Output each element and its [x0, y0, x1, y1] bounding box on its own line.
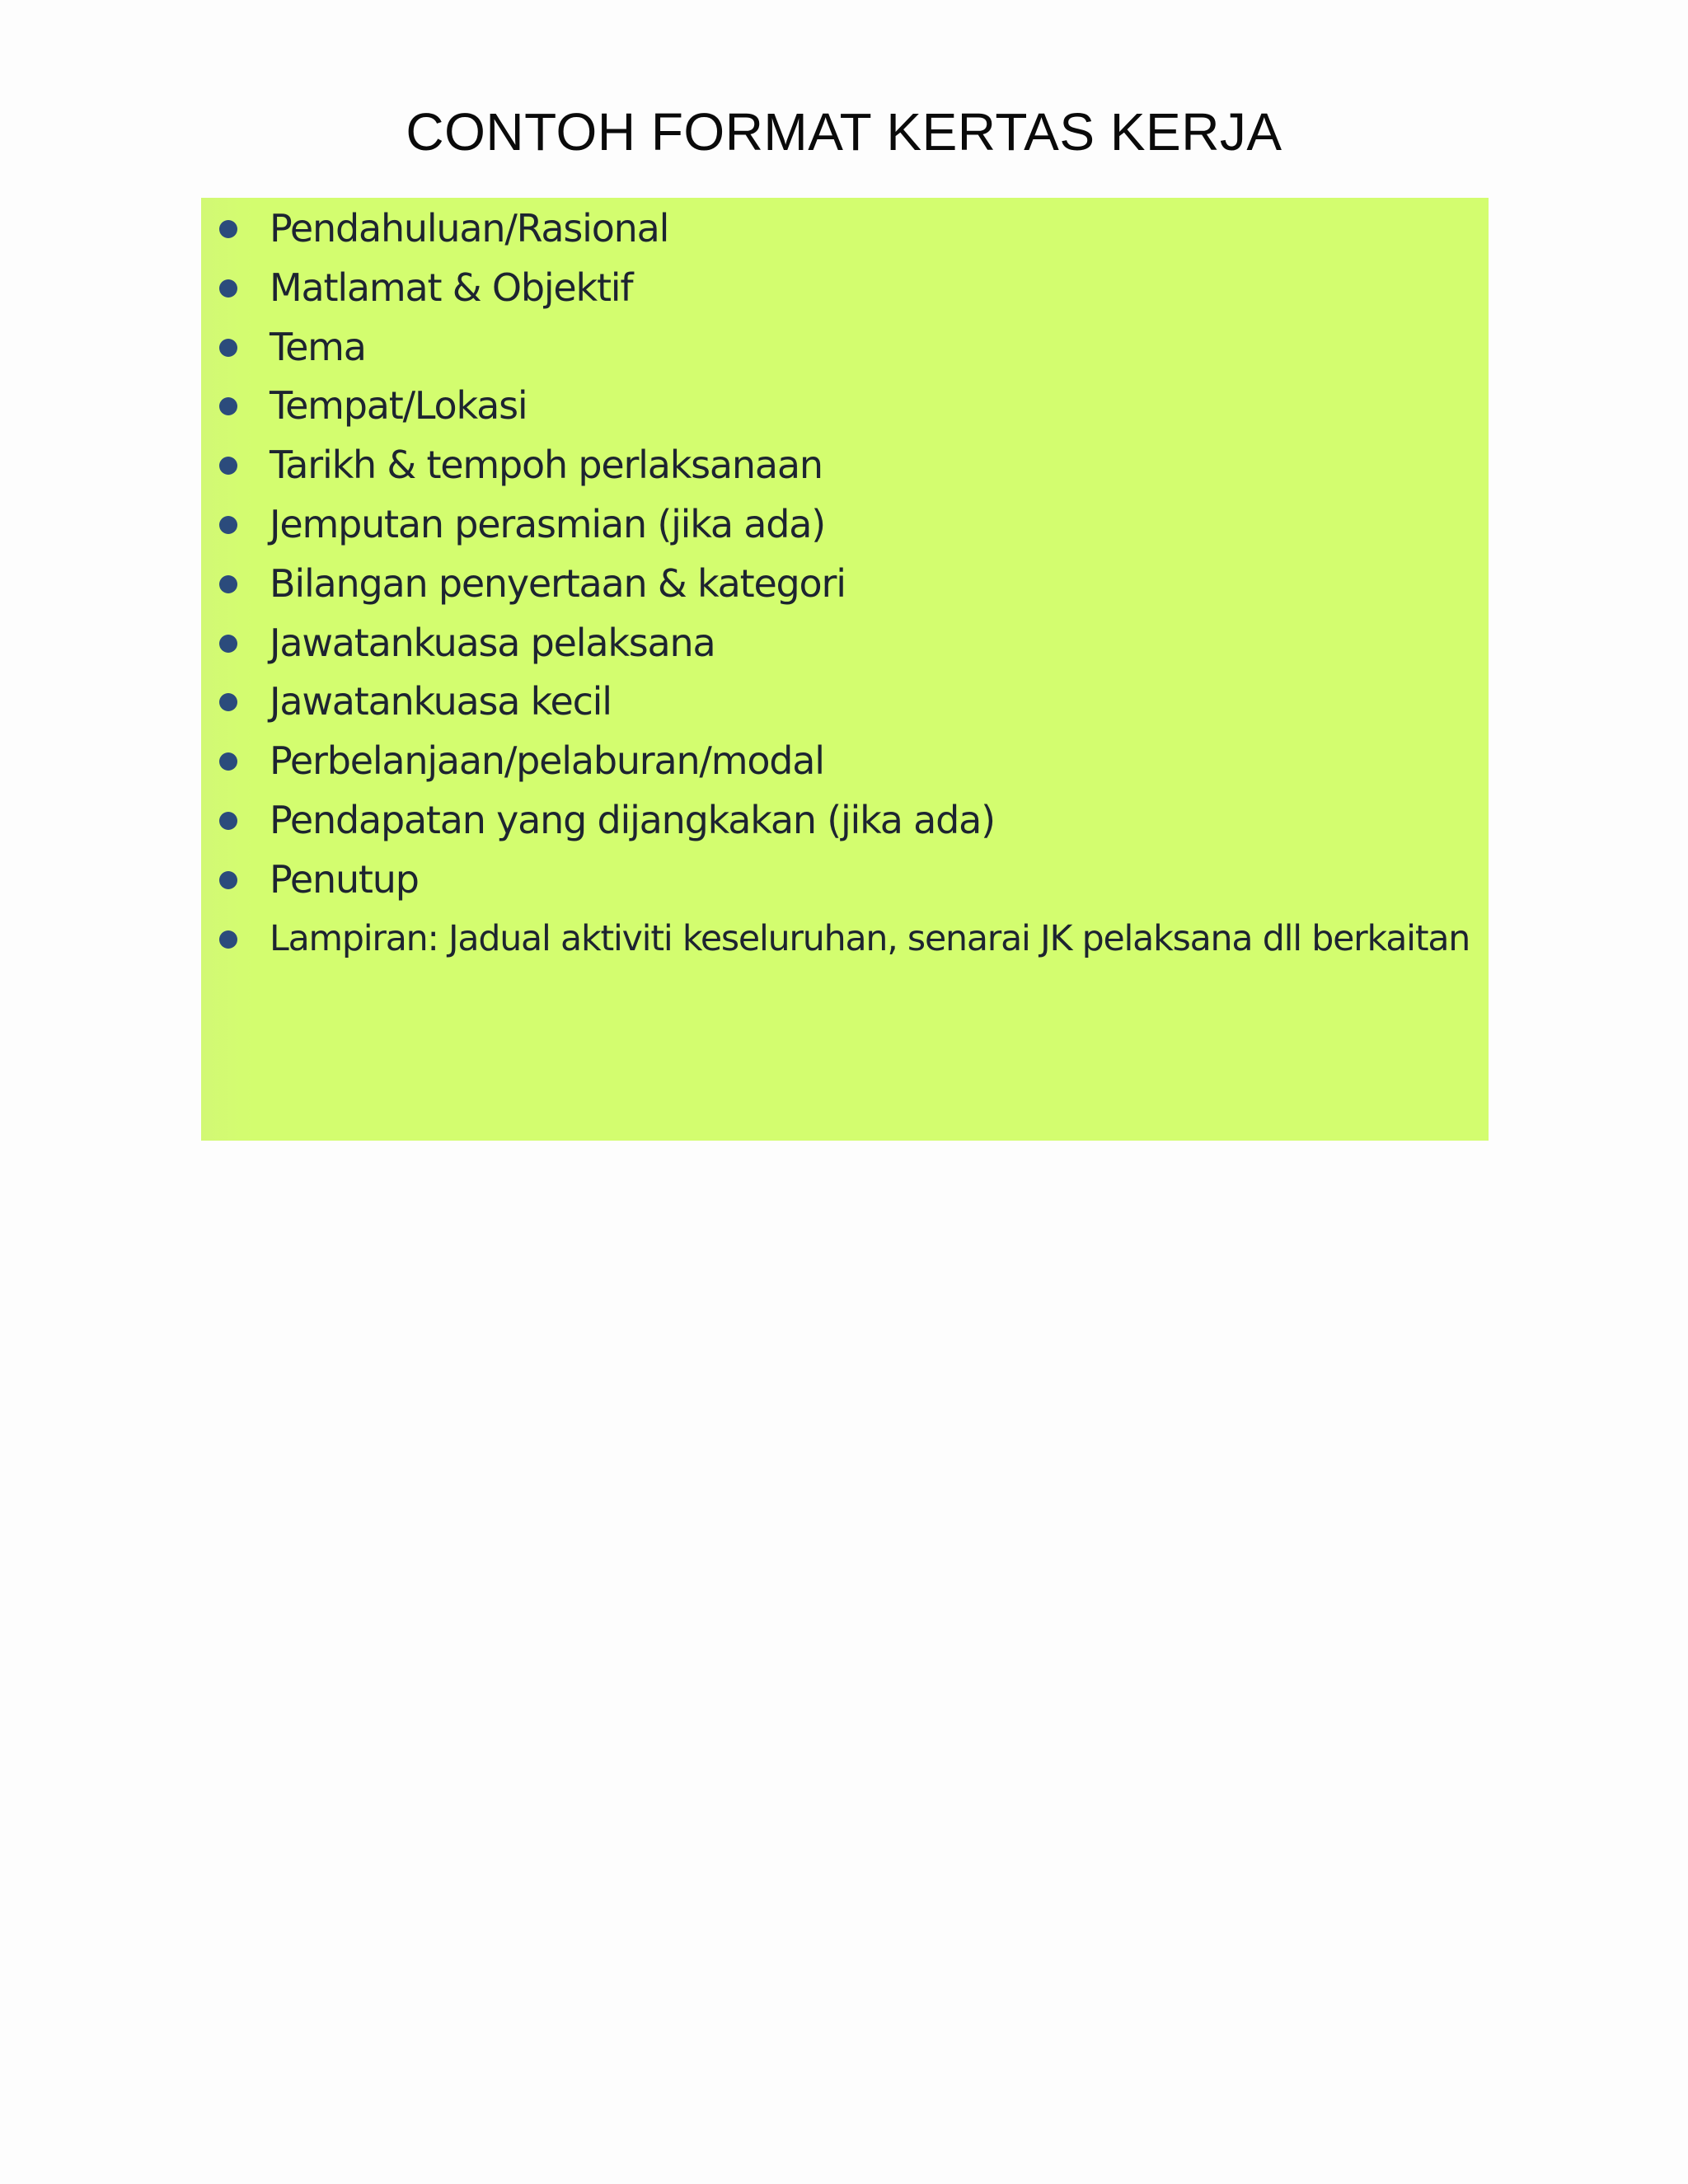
bullet-dot-icon	[219, 693, 237, 711]
document-title: CONTOH FORMAT KERTAS KERJA	[406, 102, 1282, 162]
bullet-dot-icon	[219, 930, 237, 949]
bullet-dot-icon	[219, 516, 237, 534]
bullet-dot-icon	[219, 871, 237, 889]
bullet-text: Lampiran: Jadual aktiviti keseluruhan, senarai JK pelaksana dll berkaitan	[270, 918, 1470, 959]
slide-image	[201, 198, 1489, 1141]
bullet-dot-icon	[219, 635, 237, 653]
bullet-dot-icon	[219, 752, 237, 771]
bullet-text: Tarikh & tempoh perlaksanaan	[270, 443, 823, 487]
bullet-text: Pendapatan yang dijangkakan (jika ada)	[270, 798, 995, 842]
bullet-dot-icon	[219, 397, 237, 415]
bullet-text: Penutup	[270, 857, 419, 902]
bullet-dot-icon	[219, 812, 237, 830]
bullet-text: Jawatankuasa pelaksana	[270, 621, 715, 665]
bullet-dot-icon	[219, 457, 237, 475]
bullet-text: Matlamat & Objektif	[270, 265, 633, 310]
bullet-text: Tempat/Lokasi	[270, 383, 528, 428]
bullet-dot-icon	[219, 575, 237, 593]
bullet-dot-icon	[219, 220, 237, 238]
bullet-dot-icon	[219, 339, 237, 357]
bullet-text: Perbelanjaan/pelaburan/modal	[270, 738, 824, 783]
bullet-text: Jawatankuasa kecil	[270, 679, 612, 724]
bullet-text: Bilangan penyertaan & kategori	[270, 561, 846, 606]
bullet-text: Pendahuluan/Rasional	[270, 206, 669, 251]
bullet-text: Jemputan perasmian (jika ada)	[270, 502, 826, 546]
bullet-text: Tema	[270, 325, 366, 369]
bullet-dot-icon	[219, 279, 237, 298]
